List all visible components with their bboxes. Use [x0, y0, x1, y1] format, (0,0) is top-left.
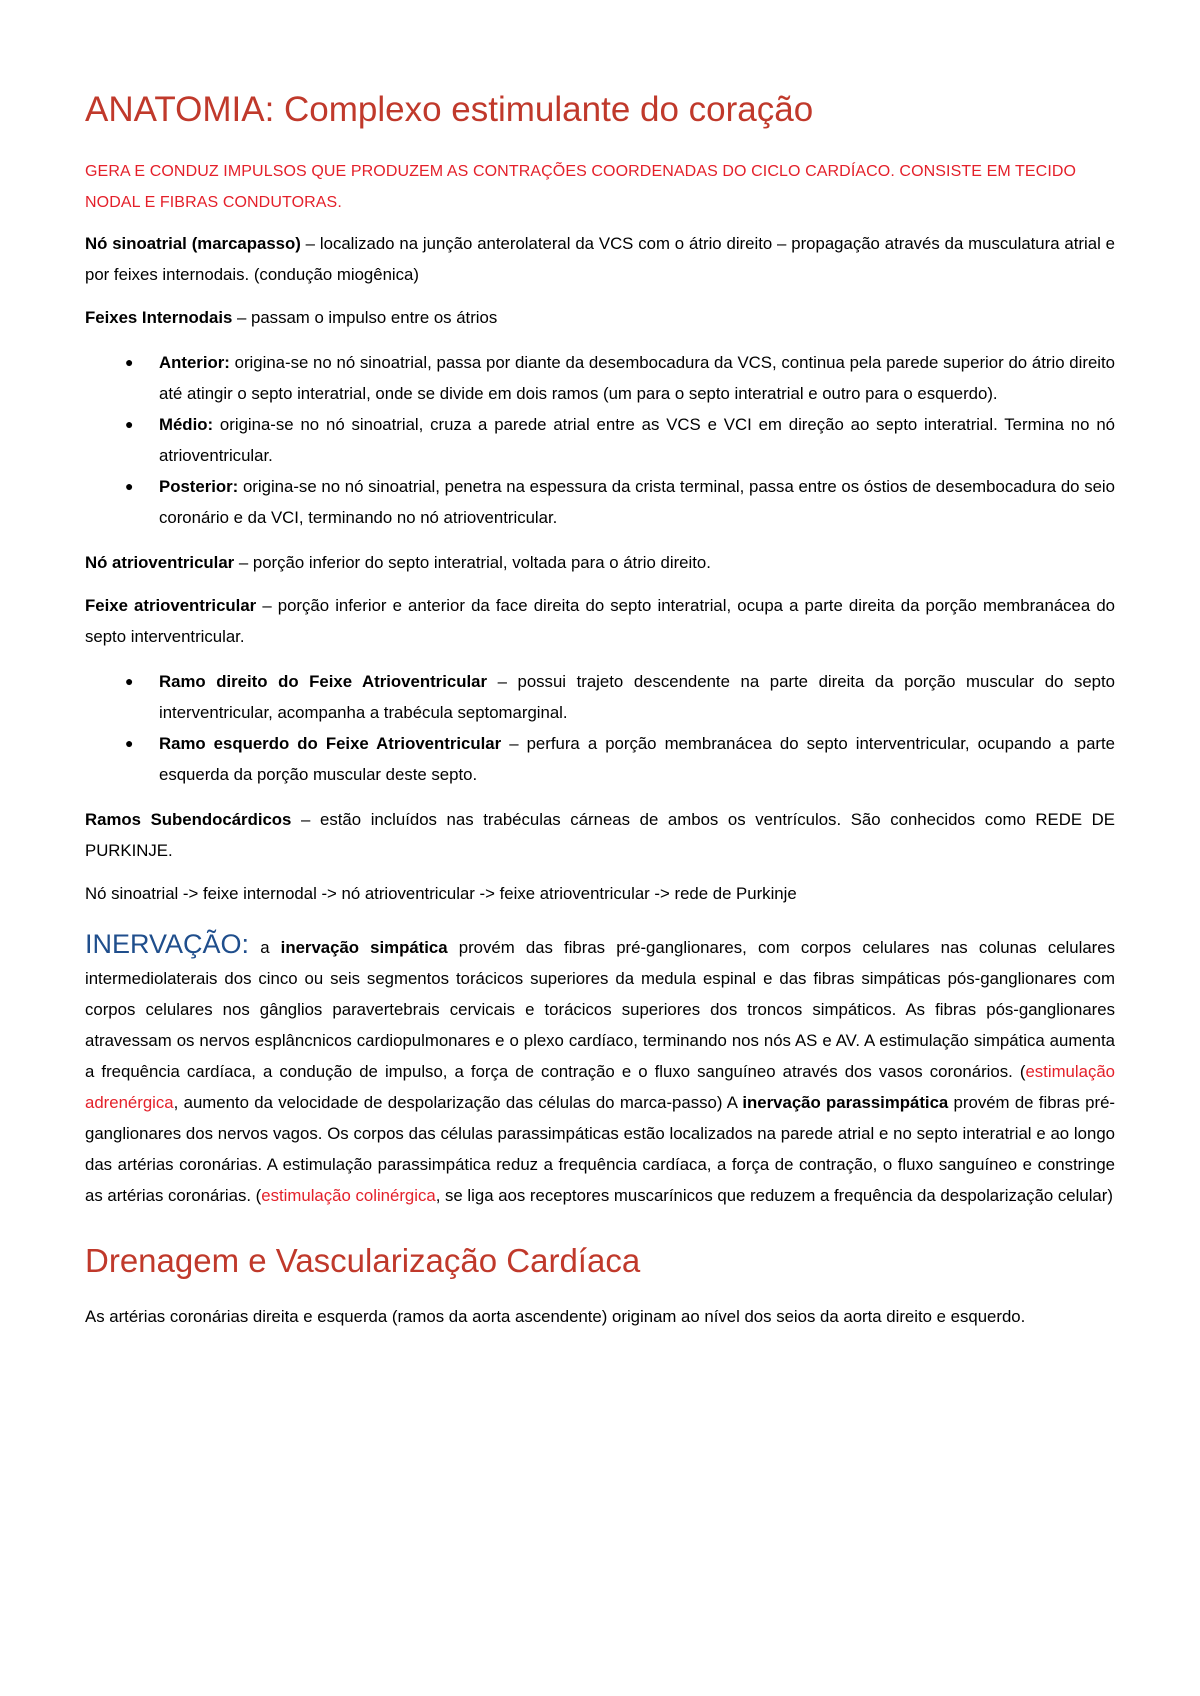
list-item	[85, 471, 1115, 533]
inervacao-text: provém de fibras pré-ganglionares dos nervos vagos. Os corpos das células parassimpáticas estão localizados na parede atrial e no septo interatrial e ao longo das artérias coronárias. A estimulação parassimpática reduz a frequência cardíaca, a força de contração, o fluxo sanguíneo e constringe as artérias coronárias. (	[85, 1093, 1115, 1205]
list-item-text: origina-se no nó sinoatrial, passa por diante da desembocadura da VCS, continua pela parede superior do átrio direito até atingir o septo interatrial, onde se divide em dois ramos (um para o septo interatrial e outro para o esquerdo).	[159, 353, 1115, 403]
feixes-internodais-paragraph	[85, 302, 1115, 333]
inervacao-paragraph	[85, 929, 1115, 1211]
list-item-term: Ramo esquerdo do Feixe Atrioventricular	[159, 734, 502, 753]
inervacao-parassimpatica-term: inervação parassimpática	[742, 1093, 949, 1112]
drenagem-heading: Drenagem e Vascularização Cardíaca	[85, 1242, 641, 1279]
feixes-internodais-list	[85, 347, 1115, 533]
bullet-icon: ●	[125, 735, 134, 751]
feixe-atrioventricular-term: Feixe atrioventricular	[85, 596, 257, 615]
inervacao-heading: INERVAÇÃO:	[85, 929, 250, 959]
bullet-icon: ●	[125, 673, 134, 689]
intro-subtitle: GERA E CONDUZ IMPULSOS QUE PRODUZEM AS CONTRAÇÕES COORDENADAS DO CICLO CARDÍACO. CONSISTE EM TECIDO NODAL E FIBRAS CONDUTORAS.	[85, 163, 1077, 211]
list-item-term: Anterior:	[159, 353, 230, 372]
list-item-text: origina-se no nó sinoatrial, cruza a parede atrial entre as VCS e VCI em direção ao septo interatrial. Termina no nó atrioventricular.	[159, 415, 1115, 465]
list-item-text: – perfura a porção membranácea do septo interventricular, ocupando a parte esquerda da porção muscular deste septo.	[159, 734, 1115, 784]
list-item-text: – possui trajeto descendente na parte direita da porção muscular do septo interventricular, acompanha a trabécula septomarginal.	[159, 672, 1115, 722]
bullet-icon: ●	[125, 416, 134, 432]
feixe-atrioventricular-paragraph	[85, 590, 1115, 652]
list-item-term: Posterior:	[159, 477, 239, 496]
no-sinoatrial-paragraph	[85, 228, 1115, 290]
feixes-internodais-term: Feixes Internodais	[85, 308, 233, 327]
page-title	[85, 88, 1115, 132]
feixe-atrioventricular-list	[85, 666, 1115, 790]
bullet-icon: ●	[125, 478, 134, 494]
ramos-subendocardicos-text: – estão incluídos nas trabéculas cárneas de ambos os ventrículos. São conhecidos como REDE DE PURKINJE.	[85, 810, 1115, 860]
list-item-text: origina-se no nó sinoatrial, penetra na espessura da crista terminal, passa entre os óstios de desembocadura do seio coronário e da VCI, terminando no nó atrioventricular.	[159, 477, 1115, 527]
no-sinoatrial-term: Nó sinoatrial (marcapasso)	[85, 234, 301, 253]
inervacao-text: , se liga aos receptores muscarínicos que reduzem a frequência da despolarização celular)	[435, 1186, 1113, 1205]
no-sinoatrial-text: – localizado na junção anterolateral da VCS com o átrio direito – propagação através da musculatura atrial e por feixes internodais. (condução miogênica)	[85, 234, 1115, 284]
no-atrioventricular-paragraph	[85, 547, 1115, 578]
list-item-term: Médio:	[159, 415, 214, 434]
feixes-internodais-text: – passam o impulso entre os átrios	[232, 308, 498, 327]
list-item	[85, 666, 1115, 728]
colinergica-highlight: estimulação colinérgica	[261, 1186, 436, 1205]
no-atrioventricular-text: – porção inferior do septo interatrial, voltada para o átrio direito.	[234, 553, 711, 572]
list-item	[85, 347, 1115, 409]
page-title-text: ANATOMIA: Complexo estimulante do coração	[85, 90, 814, 129]
drenagem-paragraph: As artérias coronárias direita e esquerda (ramos da aorta ascendente) originam ao nível dos seios da aorta direito e esquerdo.	[85, 1307, 1026, 1326]
inervacao-text: , aumento da velocidade de despolarização das células do marca-passo) A	[173, 1093, 743, 1112]
inervacao-simpatica-term: inervação simpática	[280, 938, 448, 957]
conduction-pathway: Nó sinoatrial -> feixe internodal -> nó atrioventricular -> feixe atrioventricular -> rede de Purkinje	[85, 884, 797, 903]
list-item	[85, 409, 1115, 471]
inervacao-text: provém das fibras pré-ganglionares, com corpos celulares nas colunas celulares intermediolaterais dos cinco ou seis segmentos torácicos superiores da medula espinal e das fibras simpáticas pós-ganglionares com corpos celulares nos gânglios paravertebrais cervicais e torácicos superiores dos troncos simpáticos. As fibras pós-ganglionares atravessam os nervos esplâncnicos cardiopulmonares e o plexo cardíaco, terminando nos nós AS e AV. A estimulação simpática aumenta a frequência cardíaca, a condução de impulso, a força de contração e o fluxo sanguíneo através dos vasos coronários. (	[85, 938, 1115, 1081]
ramos-subendocardicos-term: Ramos Subendocárdicos	[85, 810, 292, 829]
no-atrioventricular-term: Nó atrioventricular	[85, 553, 235, 572]
bullet-icon: ●	[125, 354, 134, 370]
adrenergica-highlight: estimulação adrenérgica	[85, 1062, 1115, 1112]
list-item-term: Ramo direito do Feixe Atrioventricular	[159, 672, 487, 691]
feixe-atrioventricular-text: – porção inferior e anterior da face direita do septo interatrial, ocupa a parte direita da porção membranácea do septo interventricular.	[85, 596, 1115, 646]
list-item	[85, 728, 1115, 790]
inervacao-text: a	[249, 938, 281, 957]
ramos-subendocardicos-paragraph	[85, 804, 1115, 866]
